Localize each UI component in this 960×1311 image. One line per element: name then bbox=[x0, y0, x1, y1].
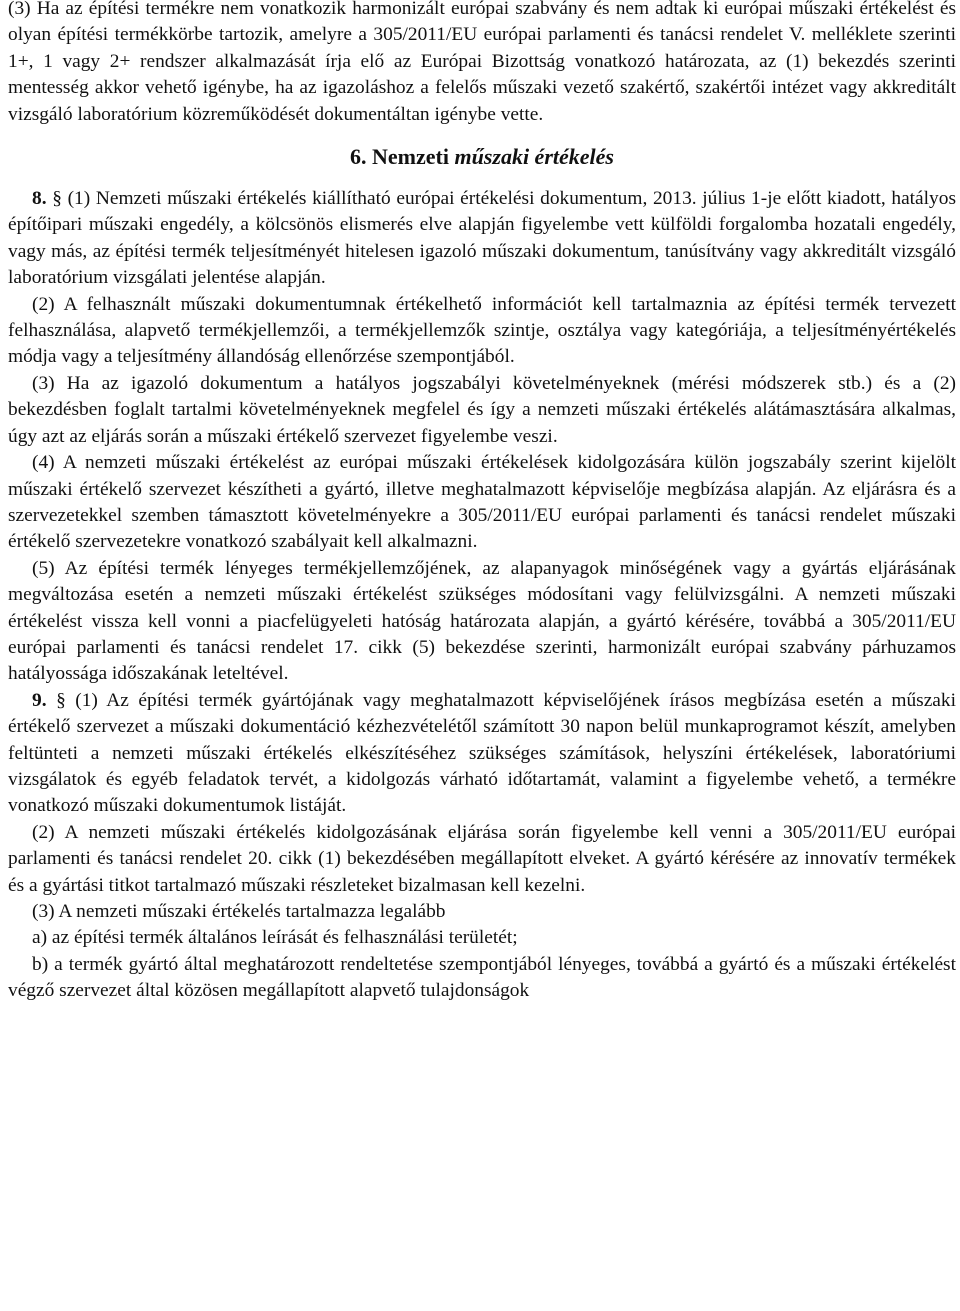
section-8-number: 8. bbox=[32, 188, 47, 210]
section-9-paragraph-3: (3) A nemzeti műszaki értékelés tartalmazza legalább bbox=[32, 901, 446, 922]
section-9-text-1: § (1) Az építési termék gyártójának vagy meghatalmazott képviselőjének írásos megbízása esetén a műszaki értékelő szervezet a műszaki dokumentáció kézhezvételétől számított 30 napon belül munkaprogramot készít, amelyben feltünteti a nemzeti műszaki értékelés elkészítéséhez szükséges számítások, helyszíni értékelések, laboratóriumi vizsgálatok és egyéb feladatok tervét, a kidolgozás várható időtartamát, valamint a figyelembe vehető, a termékre vonatkozó műszaki dokumentumok listáját. bbox=[8, 689, 957, 817]
section-9-item-a: a) az építési termék általános leírását és felhasználási területét; bbox=[32, 927, 518, 949]
section-8-paragraph-5: (5) Az építési termék lényeges termékjellemzőjének, az alapanyagok minőségének vagy a gyártás eljárásának megváltozása esetén a nemzeti műszaki értékelést szükséges módosítani vagy felülvizsgálni. A nemzeti műszaki értékelést vissza kell vonni a piacfelügyeleti hatóság határozata alapján, a gyártó kérésére, továbbá a 305/2011/EU európai parlamenti és tanácsi rendelet 17. cikk (5) bekezdése szerinti, harmonizált európai szabvány párhuzamos hatályossága időszakának leteltével. bbox=[8, 557, 956, 685]
section-8-text-1: § (1) Nemzeti műszaki értékelés kiállítható európai értékelési dokumentum, 2013. július 1-je előtt kiadott, hatályos építőipari műszaki engedély, a kölcsönös elismerés elve alapján figyelembe vett külföldi forgalomba hozatali engedély, vagy más, az építési termék teljesítményét hitelesen igazoló műszaki dokumentum, tanúsítvány vagy akkreditált vizsgáló laboratórium vizsgálati jelentése alapján. bbox=[8, 188, 956, 289]
section-9-item-b: b) a termék gyártó által meghatározott rendeltetése szempontjából lényeges, továbbá a gyártó és a műszaki értékelést végző szervezet által közösen megállapított alapvető tulajdonságok bbox=[8, 953, 956, 1002]
paragraph-intro: (3) Ha az építési termékre nem vonatkozik harmonizált európai szabvány és nem adtak ki európai műszaki értékelést és olyan építési termékkörbe tartozik, amelyre a 305/2011/EU európai parlamenti és tanácsi rendelet V. melléklete szerinti 1+, 1 vagy 2+ rendszer alkalmazását írja elő az Európai Bizottság vonatkozó határozata, az (1) bekezdés szerinti mentesség akkor vehető igénybe, ha az igazoláshoz a felelős műszaki vezető szakértő, szakértői intézet vagy akkreditált vizsgáló laboratórium közreműködését dokumentáltan igénybe vette. bbox=[8, 0, 956, 125]
section-9-paragraph-2: (2) A nemzeti műszaki értékelés kidolgozásának eljárása során figyelembe kell venni a 305/2011/EU európai parlamenti és tanácsi rendelet 20. cikk (1) bekezdésében megállapított elveket. A gyártó kérésére az innovatív termékek és a gyártási titkot tartalmazó műszaki részleteket bizalmasan kell kezelni. bbox=[8, 821, 956, 896]
heading-number: 6. Nemzeti bbox=[350, 144, 449, 170]
section-8-paragraph-4: (4) A nemzeti műszaki értékelést az európai műszaki értékelések kidolgozására külön jogszabály szerint kijelölt műszaki értékelő szervezet készítheti a gyártó, illetve meghatalmazott képviselője megbízása alapján. Az eljárásra és a szervezetekkel szemben támasztott követelményekre a 305/2011/EU európai parlamenti és tanácsi rendelet műszaki értékelő szervezetekre vonatkozó szabályait kell alkalmazni. bbox=[8, 452, 956, 553]
section-8-paragraph-2: (2) A felhasznált műszaki dokumentumnak értékelhető információt kell tartalmaznia az építési termék tervezett felhasználása, alapvető termékjellemzői, a termékjellemzők szintje, osztálya vagy kategóriája, a teljesítményértékelés módja vagy a teljesítmény állandóság ellenőrzése szempontjából. bbox=[8, 293, 956, 368]
section-8-paragraph-1 bbox=[8, 186, 956, 292]
section-heading bbox=[8, 142, 956, 172]
section-9-number: 9. bbox=[32, 689, 47, 711]
section-8-paragraph-3: (3) Ha az igazoló dokumentum a hatályos jogszabályi követelményeknek (mérési módszerek stb.) és a (2) bekezdésben foglalt tartalmi követelményeknek megfelel és így a nemzeti műszaki értékelés alátámasztására alkalmas, úgy azt az eljárás során a műszaki értékelő szervezet figyelembe veszi. bbox=[8, 372, 956, 447]
section-9-paragraph-1 bbox=[8, 688, 956, 820]
heading-italic: műszaki értékelés bbox=[454, 144, 614, 170]
